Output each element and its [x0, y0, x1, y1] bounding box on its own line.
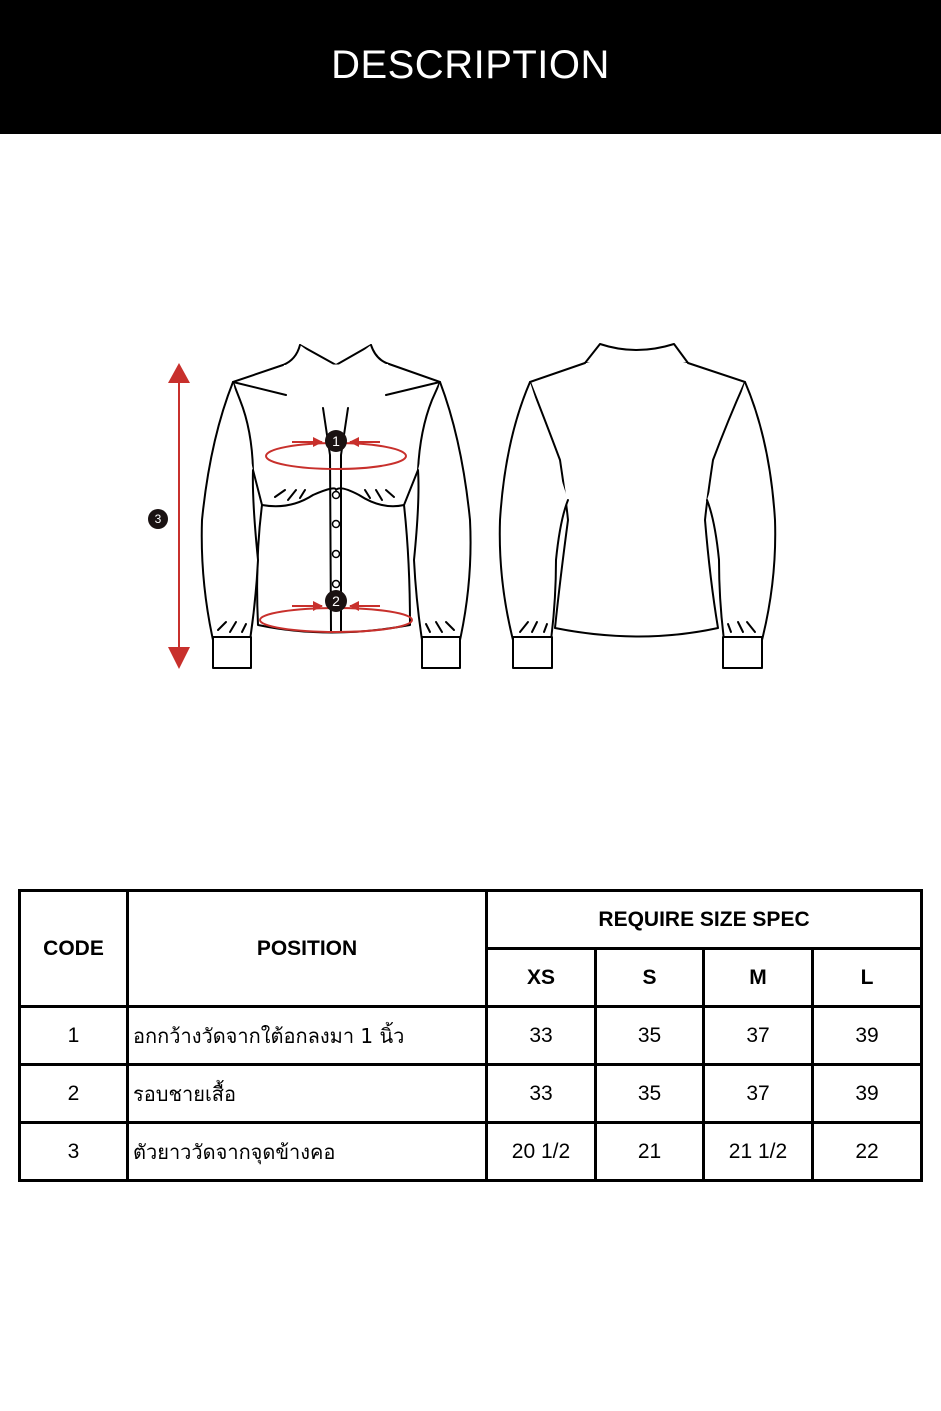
row-value-s: 35 [596, 1007, 704, 1065]
row-value-xs: 33 [487, 1065, 596, 1123]
row-position: รอบชายเสื้อ [128, 1065, 487, 1123]
row-position: ตัวยาววัดจากจุดข้างคอ [128, 1123, 487, 1181]
header-size-s: S [596, 949, 704, 1007]
row-code: 2 [20, 1065, 128, 1123]
header-size-spec: REQUIRE SIZE SPEC [487, 891, 922, 949]
size-spec-table [18, 889, 923, 1182]
header-bar [0, 0, 941, 134]
row-value-s: 35 [596, 1065, 704, 1123]
header-size-xs: XS [487, 949, 596, 1007]
svg-text:2: 2 [332, 593, 340, 609]
row-code: 3 [20, 1123, 128, 1181]
shirt-back-illustration [500, 344, 775, 668]
size-diagram [0, 134, 941, 834]
row-value-m: 21 1/2 [704, 1123, 813, 1181]
row-value-m: 37 [704, 1007, 813, 1065]
svg-text:1: 1 [332, 433, 340, 449]
svg-text:3: 3 [154, 512, 162, 526]
row-value-s: 21 [596, 1123, 704, 1181]
table-row [20, 1065, 922, 1123]
measure-length-guide [168, 363, 190, 669]
row-value-l: 22 [813, 1123, 922, 1181]
marker-2 [325, 590, 347, 612]
header-size-m: M [704, 949, 813, 1007]
page-title: DESCRIPTION [331, 42, 610, 87]
row-position: อกกว้างวัดจากใต้อกลงมา 1 นิ้ว [128, 1007, 487, 1065]
header-code: CODE [20, 891, 128, 1007]
row-value-l: 39 [813, 1007, 922, 1065]
row-value-m: 37 [704, 1065, 813, 1123]
row-value-xs: 33 [487, 1007, 596, 1065]
shirt-front-illustration [202, 345, 471, 668]
header-position: POSITION [128, 891, 487, 1007]
header-size-l: L [813, 949, 922, 1007]
marker-3 [148, 509, 168, 529]
marker-1 [325, 430, 347, 452]
row-value-l: 39 [813, 1065, 922, 1123]
table-row [20, 1007, 922, 1065]
table-row [20, 1123, 922, 1181]
row-code: 1 [20, 1007, 128, 1065]
row-value-xs: 20 1/2 [487, 1123, 596, 1181]
